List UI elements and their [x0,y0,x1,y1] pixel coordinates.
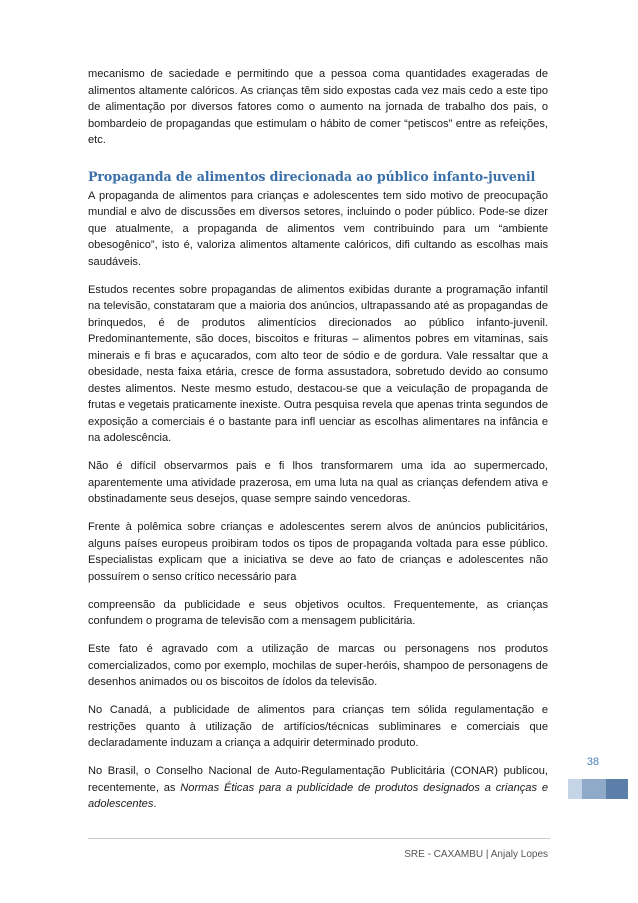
footer-text: SRE - CAXAMBU | Anjaly Lopes [404,849,548,860]
paragraph: compreensão da publicidade e seus objetivos ocultos. Frequentemente, as crianças confundem o programa de televisão com a mensagem publicitária. [88,598,548,627]
paragraph-end: . [153,798,157,810]
section-heading: Propaganda de alimentos direcionada ao público infanto-juvenil [88,168,536,184]
page-body [88,66,548,824]
page-tab-decoration [568,779,628,799]
paragraph: Estudos recentes sobre propagandas de alimentos exibidas durante a programação infantil na televisão, constataram que a maioria dos anúncios, ultrapassando até as propagandas de brinquedos, é de produtos alimentícios direcionados ao público infanto-juvenil. Predominantemente, são doces, biscoitos e frituras – alimentos pobres em vitaminas, sais minerais e fi bras e açucarados, com alto teor de sódio e de gordura. Vale ressaltar que a obesidade, nesta faixa etária, cresce de forma assustadora, sobretudo devido ao consumo destes alimentos. Neste mesmo estudo, destacou-se que a veiculação de propaganda de frutas e vegetais praticamente inexiste. Outra pesquisa revela que apenas trinta segundos de exposição a comerciais é o bastante para infl uenciar as escolhas alimentares na infância e na adolescência. [88,283,548,444]
page-number: 38 [586,756,600,768]
paragraph: Não é difícil observarmos pais e fi lhos transformarem uma ida ao supermercado, aparentemente uma atividade prazerosa, em uma luta na qual as crianças defendem ativa e obstinadamente seus desejos, quase sempre saindo vencedoras. [88,460,548,505]
paragraph-text: No Brasil, o Conselho Nacional de Auto-Regulamentação Publicitária (CONAR) publicou, recentemente, as [88,765,548,794]
document-title-italic: Normas Éticas para a publicidade de produtos designados a crianças e adolescentes [88,781,548,810]
paragraph: A propaganda de alimentos para crianças e adolescentes tem sido motivo de preocupação mundial e alvo de discussões em diversos setores, incluindo o poder público. Pode-se dizer que atualmente, a propaganda de alimentos vem contribuindo para um “ambiente obesogênico”, isto é, valoriza alimentos altamente calóricos, difi cultando as escolhas mais saudáveis. [88,189,548,268]
tab-segment-dark [606,779,628,799]
tab-segment-light [568,779,582,799]
paragraph: No Canadá, a publicidade de alimentos para crianças tem sólida regulamentação e restrições quanto à utilização de artifícios/técnicas subliminares e comerciais que declaradamente induzam a criança a adquirir determinado produto. [88,704,548,749]
footer-divider [88,838,550,839]
paragraph: Este fato é agravado com a utilização de marcas ou personagens nos produtos comercializados, como por exemplo, mochilas de super-heróis, shampoo de personagens de desenhos animados ou os biscoitos de ídolos da televisão. [88,643,548,688]
paragraph-intro: mecanismo de saciedade e permitindo que a pessoa coma quantidades exageradas de alimentos altamente calóricos. As crianças têm sido expostas cada vez mais cedo a este tipo de alimentação por diversos fatores como o aumento na jornada de trabalho dos pais, o bombardeio de propagandas que estimulam o hábito de comer “petiscos” entre as refeições, etc. [88,68,548,146]
tab-segment-mid [582,779,606,799]
paragraph-conar [88,763,548,813]
paragraph: Frente à polêmica sobre crianças e adolescentes serem alvos de anúncios publicitários, alguns países europeus proibiram todos os tipos de propaganda voltada para esse público. Especialistas explicam que a iniciativa se deve ao fato de crianças e adolescentes não possuírem o senso crítico necessário para [88,521,548,583]
